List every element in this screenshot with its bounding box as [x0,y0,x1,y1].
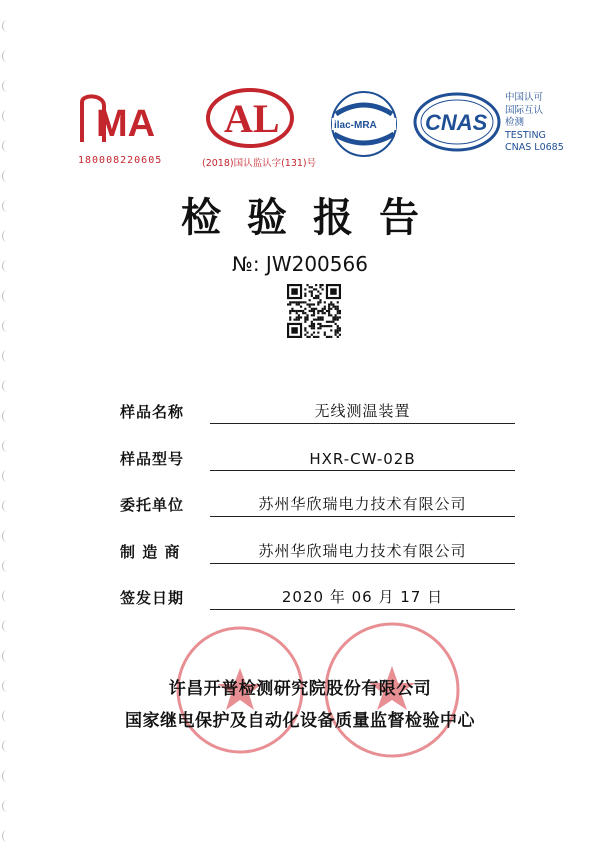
binding-hole [2,560,12,572]
field-value: 2020 年 06 月 17 日 [281,588,444,606]
field-row [120,536,515,566]
field-underline [210,609,515,610]
binding-hole [2,140,12,152]
cnas-line: 检测 [505,117,525,128]
field-row [120,443,515,473]
cal-caption: (2018)国认监认字(131)号 [202,158,317,169]
issuer-name-2: 国家继电保护及自动化设备质量监督检验中心 [125,711,475,731]
field-underline [210,470,515,471]
cal-logo [200,86,300,156]
field-value: 无线测温装置 [314,402,411,420]
binding-hole [2,110,12,122]
binding-hole [2,380,12,392]
field-underline [210,423,515,424]
report-number: №: JW200566 [232,252,368,276]
binding-hole [2,470,12,482]
ilac-text: ilac-MRA [334,120,377,131]
report-title: 检验报告 [181,194,445,241]
cnas-info [505,92,564,155]
cma-logo [74,92,184,162]
binding-hole [2,620,12,632]
cnas-line: TESTING [505,129,546,141]
binding-hole [2,440,12,452]
binding-hole [2,80,12,92]
field-label: 制 造 商 [120,543,181,561]
binding-hole [2,650,12,662]
qr-code [287,284,341,338]
field-underline [210,563,515,564]
binding-hole [2,500,12,512]
binding-hole [2,590,12,602]
field-label: 委托单位 [120,496,185,514]
cma-number: 180008220605 [78,155,163,166]
field-label: 样品名称 [120,403,185,421]
field-row [120,396,515,426]
binding-hole [2,290,12,302]
ilac-mra-logo [326,88,402,160]
binding-hole [2,350,12,362]
binding-hole [2,410,12,422]
cal-text: AL [224,96,280,141]
field-label: 样品型号 [120,450,185,468]
binding-hole [2,20,12,32]
field-row [120,582,515,612]
field-label: 签发日期 [120,589,185,607]
binding-hole [2,530,12,542]
binding-hole [2,800,12,812]
issuer-name-1: 许昌开普检测研究院股份有限公司 [168,679,432,699]
binding-hole [2,170,12,182]
cnas-text: CNAS [425,110,488,135]
binding-hole [2,50,12,62]
field-value: 苏州华欣瑞电力技术有限公司 [258,542,467,560]
field-underline [210,516,515,517]
cnas-line: CNAS L0685 [505,142,564,153]
binding-hole [2,770,12,782]
cnas-logo [412,88,502,158]
cma-text: MA [96,103,156,145]
binding-hole [2,830,12,842]
cnas-line: 中国认可 [505,92,544,103]
field-value: 苏州华欣瑞电力技术有限公司 [258,495,467,513]
binding-hole [2,740,12,752]
binding-hole [2,320,12,332]
field-value: HXR-CW-02B [309,450,416,468]
field-row [120,489,515,519]
cnas-line: 国际互认 [505,104,544,116]
